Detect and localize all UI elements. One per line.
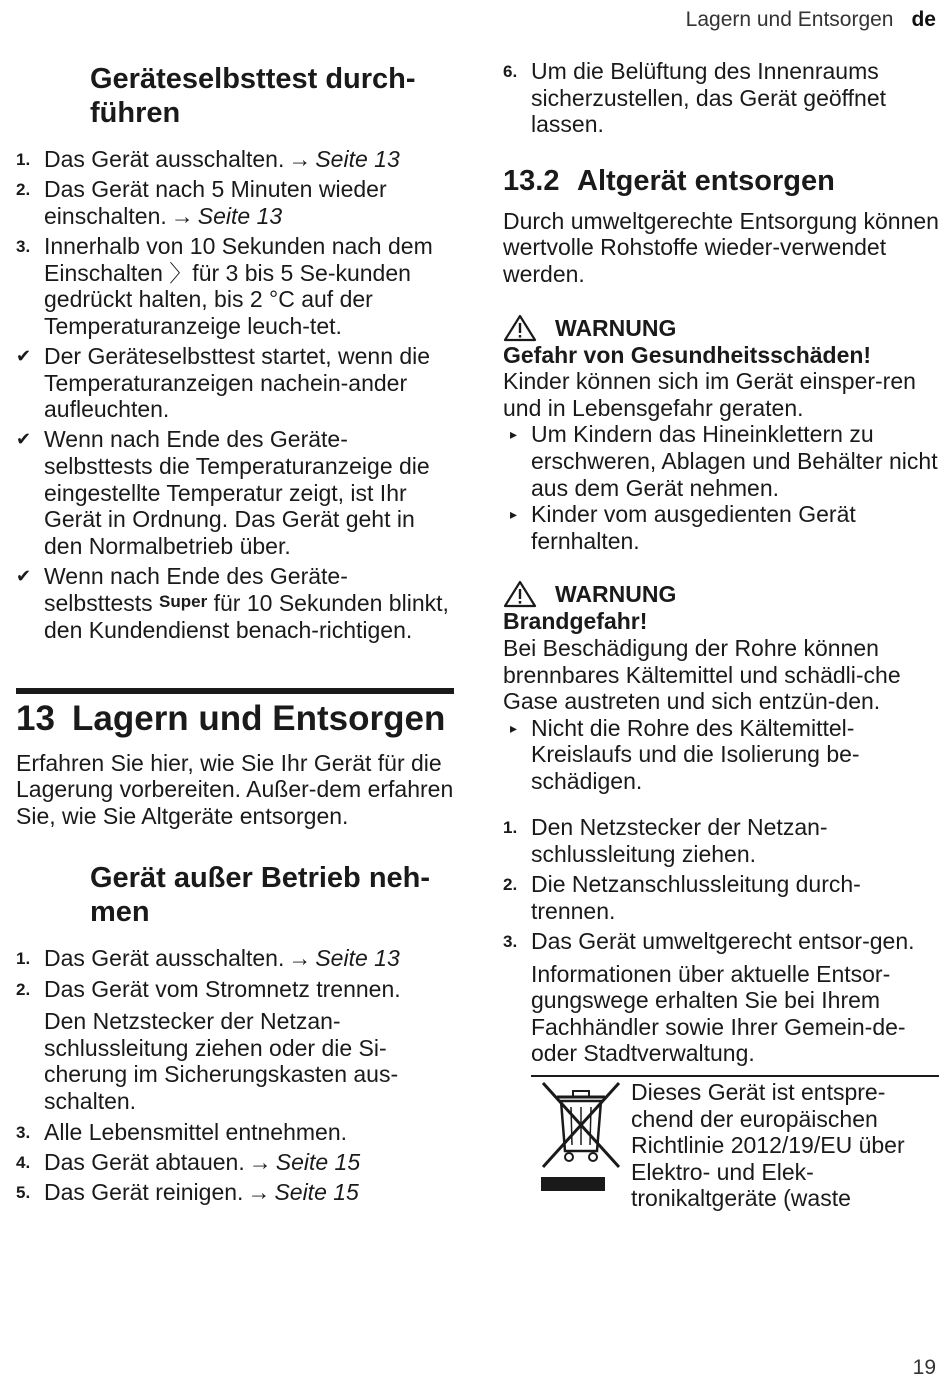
result-item: ✔ Der Geräteselbsttest startet, wenn die Temperaturanzeigen nachein-ander aufleuchten.: [16, 342, 431, 423]
list-item: 3. Innerhalb von 10 Sekunden nach dem Einschalten 〉für 3 bis 5 Se-kunden gedrückt halten, bis 2 °C auf der Temperaturanzeige leuch-tet.: [16, 232, 433, 339]
list-item: ▸ Kinder vom ausgedienten Gerät fernhalten.: [510, 501, 856, 554]
right-column: [503, 58, 939, 1217]
checkmark-icon: ✔: [16, 429, 32, 450]
section-13-heading: 13 Lagern und Entsorgen: [16, 688, 454, 740]
page-number: 19: [912, 1356, 936, 1379]
bullet-triangle-icon: ▸: [510, 506, 518, 523]
warning-fire: [503, 580, 939, 794]
section-13-intro: Erfahren Sie hier, wie Sie Ihr Gerät für die Lagerung vorbereiten. Außer-dem erfahren Sie, wie Sie Altgeräte entsorgen.: [16, 749, 454, 829]
step-note: Informationen über aktuelle Entsor-gungswege erhalten Sie bei Ihrem Fachhändler sowie Ihrer Gemein-de- oder Stadtverwaltung.: [531, 960, 906, 1067]
page-reference: Seite 13: [315, 945, 400, 972]
running-header: [686, 8, 936, 32]
page-reference: Seite 13: [197, 202, 283, 229]
list-item: 2. Das Gerät vom Stromnetz trennen.: [16, 975, 401, 1002]
crossed-bin-icon: [531, 1077, 631, 1217]
arrow-right-icon: →: [288, 146, 312, 172]
header-section: Lagern und Entsorgen: [685, 8, 894, 31]
arrow-right-icon: →: [247, 1178, 271, 1205]
warning-subtitle: Brandgefahr!: [503, 608, 648, 635]
warning-measures: [503, 715, 939, 795]
page-reference: Seite 15: [275, 1148, 361, 1175]
warning-title: WARNUNG: [503, 314, 939, 342]
list-item: 1. Das Gerät ausschalten. → Seite 13: [16, 945, 400, 972]
list-item: 1. Das Gerät ausschalten. → Seite 13: [16, 146, 400, 172]
bullet-triangle-icon: ▸: [510, 426, 518, 443]
warning-health: [503, 314, 939, 555]
bullet-triangle-icon: ▸: [510, 719, 518, 736]
arrow-right-icon: →: [170, 202, 194, 229]
decommission-steps: [16, 945, 454, 1205]
weee-notice: [531, 1075, 939, 1217]
arrow-right-icon: →: [248, 1148, 272, 1175]
warning-title: WARNUNG: [503, 580, 939, 608]
result-item: ✔ Wenn nach Ende des Geräte-selbsttests Super für 10 Sekunden blinkt, den Kundendienst benach-richtigen.: [16, 562, 449, 644]
checkmark-icon: ✔: [16, 565, 32, 586]
left-column: [16, 54, 454, 1209]
warning-subtitle: Gefahr von Gesundheitsschäden!: [503, 341, 872, 368]
list-item: 3. Alle Lebensmittel entnehmen.: [16, 1118, 348, 1145]
list-item: 5. Das Gerät reinigen. → Seite 15: [16, 1178, 359, 1205]
warning-triangle-icon: [503, 580, 537, 608]
list-item: ▸ Nicht die Rohre des Kältemittel-Kreislaufs und die Isolierung be-schädigen.: [510, 714, 860, 794]
warning-measures: [503, 421, 939, 554]
arrow-right-icon: →: [288, 945, 312, 972]
list-item: ▸ Um Kindern das Hineinklettern zu erschweren, Ablagen und Behälter nicht aus dem Gerät nehmen.: [510, 421, 938, 501]
section-13-1-heading: Gerät außer Betrieb neh-men: [90, 862, 431, 929]
super-mode-label: Super: [159, 592, 208, 612]
section-12-1-heading: Geräteselbsttest durch-führen: [90, 63, 416, 129]
list-item: 2. Das Gerät nach 5 Minuten wieder einschalten. → Seite 13: [16, 176, 387, 229]
weee-text: Dieses Gerät ist entspre-chend der europäischen Richtlinie 2012/19/EU über Elektro- und Elek-tronikaltgeräte (waste: [631, 1079, 905, 1212]
warning-text: Kinder können sich im Gerät einsper-ren und in Lebensgefahr geraten.: [503, 368, 916, 421]
warning-text: Bei Beschädigung der Rohre können brennbares Kältemittel und schädli-che Gase austreten und sich entzün-den.: [503, 634, 901, 715]
warning-triangle-icon: [503, 314, 537, 342]
result-item: ✔ Wenn nach Ende des Geräte-selbsttests die Temperaturanzeige die eingestellte Temperatur zeigt, ist Ihr Gerät in Ordnung. Das Gerät geht in den Normalbetrieb über.: [16, 426, 430, 559]
page-reference: Seite 13: [315, 146, 400, 172]
step-note: Den Netzstecker der Netzan-schlussleitung ziehen oder die Si-cherung im Sicherungskasten aus-schalten.: [44, 1008, 399, 1114]
checkmark-icon: ✔: [16, 345, 32, 366]
section-13-2-heading: 13.2 Altgerät entsorgen: [503, 164, 835, 197]
section-13-2-intro: Durch umweltgerechte Entsorgung können wertvolle Rohstoffe wieder-verwendet werden.: [503, 207, 939, 287]
disposal-steps: [503, 814, 939, 1067]
list-item: 2. Die Netzanschlussleitung durch-trennen.: [503, 871, 861, 924]
list-item: 6. Um die Belüftung des Innenraums sicherzustellen, das Gerät geöffnet lassen.: [503, 58, 887, 138]
list-item: 4. Das Gerät abtauen. → Seite 15: [16, 1148, 361, 1175]
page-reference: Seite 15: [274, 1178, 359, 1205]
list-item: 3. Das Gerät umweltgerecht entsor-gen.: [503, 928, 915, 955]
list-item: 1. Den Netzstecker der Netzan-schlussleitung ziehen.: [503, 814, 828, 868]
header-language: de: [911, 8, 936, 31]
self-test-steps: [16, 146, 454, 644]
